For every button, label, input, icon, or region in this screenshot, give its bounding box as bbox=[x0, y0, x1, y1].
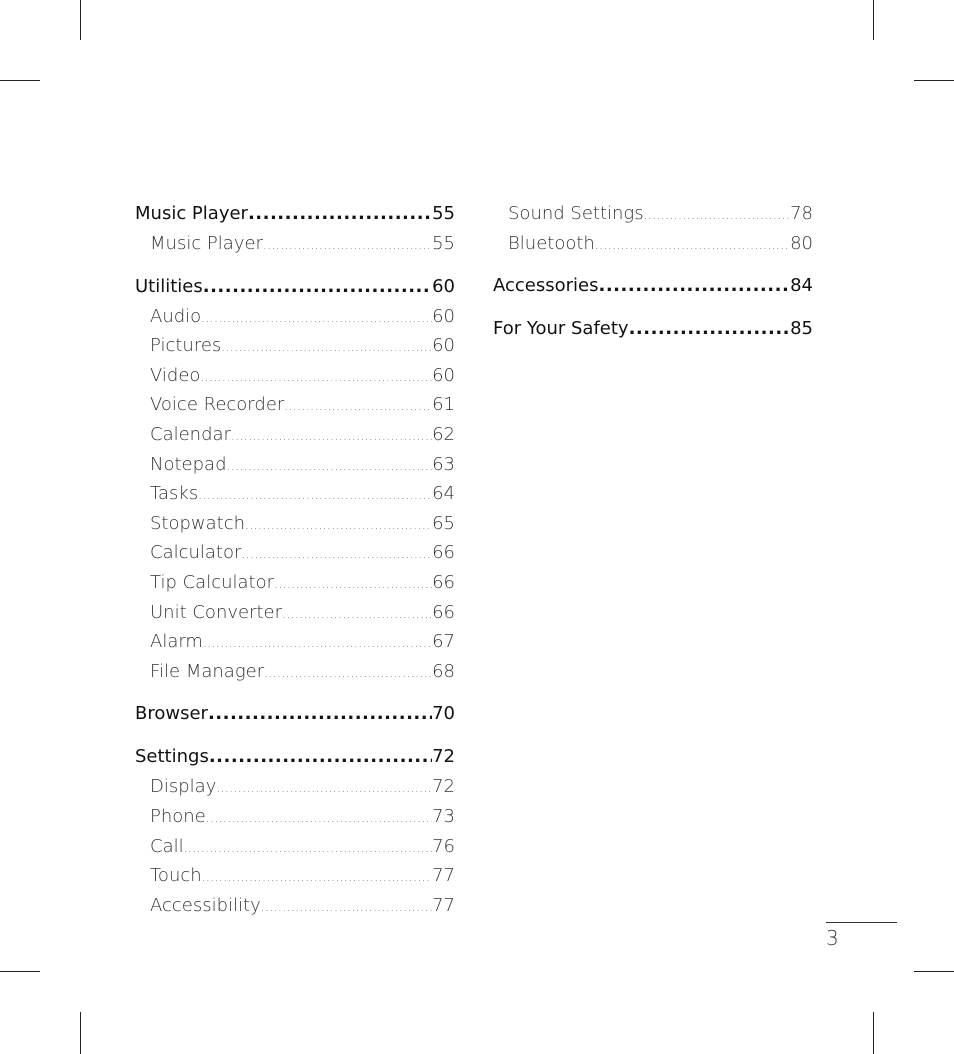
toc-entry-title: Phone bbox=[150, 805, 206, 827]
toc-entry-page: 66 bbox=[432, 542, 455, 564]
toc-entry-title: Audio bbox=[150, 305, 202, 327]
toc-entry-title: Tasks bbox=[150, 483, 199, 505]
toc-leader-dots bbox=[248, 199, 432, 229]
toc-section-entry[interactable] bbox=[135, 699, 455, 729]
toc-subsection-entry[interactable] bbox=[135, 420, 455, 450]
toc-entry-page: 84 bbox=[790, 275, 813, 297]
toc-leader-dots bbox=[245, 511, 432, 539]
toc-leader-dots bbox=[221, 333, 432, 361]
toc-entry-page: 67 bbox=[432, 631, 455, 653]
toc-subsection-entry[interactable] bbox=[135, 331, 455, 361]
toc-entry-title: Call bbox=[150, 835, 184, 857]
toc-leader-dots bbox=[202, 863, 432, 891]
toc-entry-page: 55 bbox=[432, 203, 455, 224]
toc-entry-page: 66 bbox=[432, 571, 455, 593]
toc-entry-title: Voice Recorder bbox=[150, 394, 285, 416]
toc-entry-title: Calculator bbox=[150, 542, 242, 564]
toc-entry-title: Pictures bbox=[150, 335, 222, 357]
toc-leader-dots bbox=[208, 699, 432, 729]
toc-entry-page: 55 bbox=[432, 233, 455, 254]
toc-entry-title: Accessibility bbox=[150, 894, 261, 916]
toc-entry-page: 68 bbox=[432, 660, 455, 682]
crop-mark bbox=[914, 971, 954, 972]
toc-leader-dots bbox=[203, 629, 432, 657]
toc-entry-page: 77 bbox=[432, 865, 455, 887]
toc-entry-page: 64 bbox=[432, 483, 455, 505]
toc-entry-title: File Manager bbox=[150, 660, 265, 682]
toc-subsection-entry[interactable] bbox=[135, 861, 455, 891]
toc-subsection-entry[interactable] bbox=[135, 598, 455, 628]
toc-entry-page: 77 bbox=[432, 894, 455, 916]
toc-section-entry[interactable] bbox=[493, 271, 813, 301]
toc-entry-page: 62 bbox=[432, 423, 455, 445]
toc-entry-title: Calendar bbox=[150, 423, 231, 445]
toc-entry-title: Accessories bbox=[493, 275, 599, 297]
toc-section-entry[interactable] bbox=[135, 272, 455, 302]
toc-subsection-entry[interactable] bbox=[493, 199, 813, 229]
toc-entry-page: 60 bbox=[432, 335, 455, 357]
crop-mark bbox=[0, 971, 40, 972]
toc-entry-page: 60 bbox=[432, 275, 455, 297]
toc-leader-dots bbox=[184, 834, 432, 862]
crop-mark bbox=[80, 1012, 81, 1054]
toc-entry-title: Music Player bbox=[150, 233, 263, 254]
toc-entry-title: Notepad bbox=[150, 453, 227, 475]
toc-entry-title: Stopwatch bbox=[150, 512, 246, 534]
toc-subsection-entry[interactable] bbox=[135, 479, 455, 509]
toc-leader-dots bbox=[595, 231, 790, 259]
toc-subsection-entry[interactable] bbox=[135, 657, 455, 687]
toc-subsection-entry[interactable] bbox=[135, 450, 455, 480]
page-number-rule bbox=[826, 922, 897, 923]
toc-subsection-entry[interactable] bbox=[135, 538, 455, 568]
crop-mark bbox=[80, 0, 81, 40]
toc-leader-dots bbox=[200, 363, 432, 391]
toc-subsection-entry[interactable] bbox=[135, 229, 455, 259]
toc-section-entry[interactable] bbox=[493, 314, 813, 344]
toc-leader-dots bbox=[198, 481, 432, 509]
toc-entry-title: Touch bbox=[150, 865, 202, 887]
toc-subsection-entry[interactable] bbox=[135, 627, 455, 657]
toc-subsection-entry[interactable] bbox=[135, 832, 455, 862]
toc-entry-title: Display bbox=[150, 776, 217, 798]
toc-entry-page: 65 bbox=[432, 512, 455, 534]
toc-entry-page: 85 bbox=[790, 318, 813, 340]
toc-leader-dots bbox=[231, 422, 432, 450]
toc-leader-dots bbox=[263, 231, 432, 259]
toc-subsection-entry[interactable] bbox=[135, 302, 455, 332]
toc-section-entry[interactable] bbox=[135, 199, 455, 229]
toc-subsection-entry[interactable] bbox=[135, 772, 455, 802]
toc-entry-page: 73 bbox=[432, 805, 455, 827]
crop-mark bbox=[914, 80, 954, 81]
crop-mark bbox=[873, 1012, 874, 1054]
toc-leader-dots bbox=[282, 600, 432, 628]
toc-entry-title: Video bbox=[150, 364, 201, 386]
toc-subsection-entry[interactable] bbox=[135, 802, 455, 832]
toc-entry-title: Tip Calculator bbox=[150, 571, 274, 593]
toc-entry-page: 78 bbox=[790, 203, 813, 224]
toc-entry-title: Bluetooth bbox=[508, 232, 595, 254]
toc-leader-dots bbox=[209, 742, 432, 772]
toc-entry-title: Unit Converter bbox=[150, 601, 283, 623]
toc-leader-dots bbox=[241, 540, 432, 568]
toc-right-column bbox=[493, 199, 813, 344]
toc-leader-dots bbox=[203, 272, 432, 302]
toc-subsection-entry[interactable] bbox=[135, 891, 455, 921]
toc-subsection-entry[interactable] bbox=[135, 568, 455, 598]
toc-entry-page: 60 bbox=[432, 305, 455, 327]
toc-leader-dots bbox=[201, 304, 432, 332]
toc-entry-page: 76 bbox=[432, 835, 455, 857]
toc-leader-dots bbox=[644, 201, 790, 229]
toc-entry-title: Music Player bbox=[135, 203, 248, 224]
toc-leader-dots bbox=[274, 570, 432, 598]
toc-leader-dots bbox=[284, 392, 432, 420]
toc-entry-page: 70 bbox=[432, 703, 455, 725]
toc-entry-title: Settings bbox=[135, 746, 209, 768]
toc-leader-dots bbox=[227, 452, 433, 480]
toc-leader-dots bbox=[216, 774, 432, 802]
toc-entry-page: 72 bbox=[432, 746, 455, 768]
toc-leader-dots bbox=[599, 271, 791, 301]
crop-mark bbox=[873, 0, 874, 40]
toc-entry-title: Utilities bbox=[135, 275, 203, 297]
page-number: 3 bbox=[826, 926, 839, 950]
toc-section-entry[interactable] bbox=[135, 742, 455, 772]
toc-leader-dots bbox=[206, 804, 432, 832]
toc-entry-title: For Your Safety bbox=[493, 318, 629, 340]
toc-subsection-entry[interactable] bbox=[135, 361, 455, 391]
toc-entry-page: 60 bbox=[432, 364, 455, 386]
toc-entry-page: 66 bbox=[432, 601, 455, 623]
toc-leader-dots bbox=[629, 314, 791, 344]
toc-entry-page: 72 bbox=[432, 776, 455, 798]
toc-entry-page: 63 bbox=[432, 453, 455, 475]
toc-entry-page: 80 bbox=[790, 232, 813, 254]
toc-entry-title: Sound Settings bbox=[508, 203, 644, 224]
toc-entry-title: Browser bbox=[135, 703, 208, 725]
toc-leader-dots bbox=[261, 893, 432, 921]
toc-entry-page: 61 bbox=[432, 394, 455, 416]
toc-leader-dots bbox=[264, 659, 432, 687]
toc-subsection-entry[interactable] bbox=[135, 390, 455, 420]
toc-entry-title: Alarm bbox=[150, 631, 203, 653]
toc-left-column bbox=[135, 199, 455, 920]
toc-subsection-entry[interactable] bbox=[135, 509, 455, 539]
toc-subsection-entry[interactable] bbox=[493, 229, 813, 259]
crop-mark bbox=[0, 80, 40, 81]
